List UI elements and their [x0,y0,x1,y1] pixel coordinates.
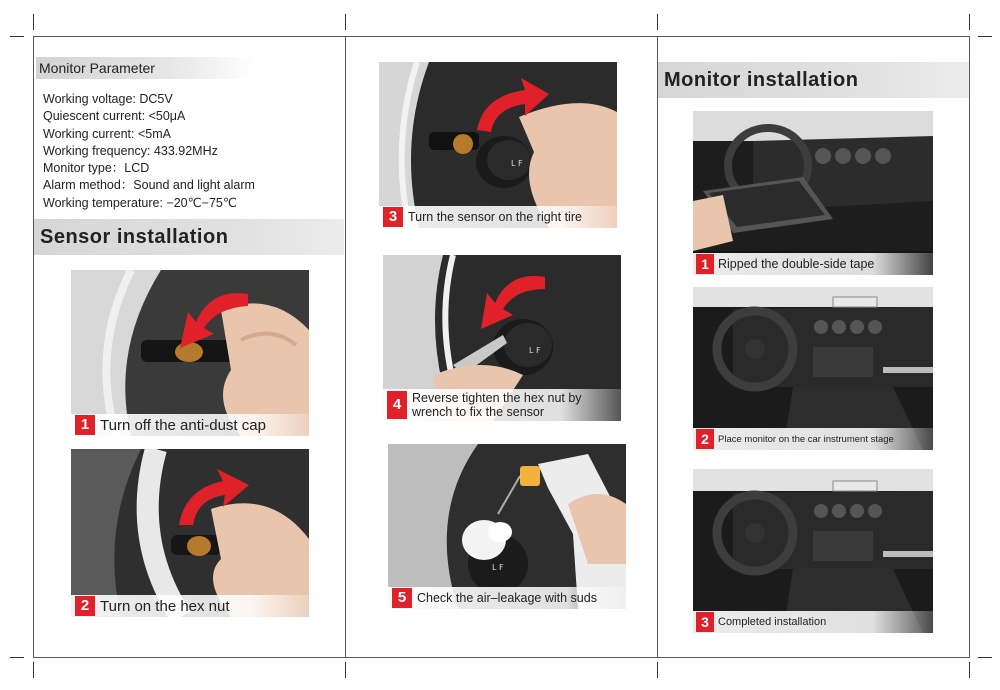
sensor-step-4-text: Reverse tighten the hex nut by wrench to fix the sensor [412,391,582,419]
crop-mark [969,662,970,678]
sensor-step-1-text: Turn off the anti-dust cap [100,416,266,434]
param-alarm-method: Alarm method：Sound and light alarm [43,178,255,193]
sensor-installation-heading: Sensor installation [34,219,344,255]
step-number-badge: 5 [392,588,412,608]
red-arrow-icon [471,76,551,136]
monitor-step-2-text: Place monitor on the car instrument stage [718,433,894,445]
sensor-step-4-photo [383,255,621,421]
crop-mark [33,662,34,678]
crop-mark [978,36,992,37]
monitor-step-2-caption [693,428,933,450]
red-arrow-icon [171,463,251,533]
monitor-installation-heading: Monitor installation [658,62,969,98]
crop-mark [345,14,346,30]
sensor-step-1-photo [71,270,309,436]
page-border [33,657,970,658]
step-number-badge: 1 [75,415,95,435]
monitor-step-1-photo [693,111,933,275]
crop-mark [657,662,658,678]
param-working-voltage: Working voltage: DC5V [43,92,173,106]
sensor-step-1-caption [71,414,309,436]
monitor-step-3-photo [693,469,933,633]
step-number-badge: 3 [696,612,714,632]
monitor-step-2-photo [693,287,933,450]
param-working-frequency: Working frequency: 433.92MHz [43,143,218,158]
param-working-temperature: Working temperature: −20℃−75℃ [43,195,237,210]
panel-divider [657,36,658,657]
param-monitor-type: Monitor type：LCD [43,161,150,176]
panel-divider [345,36,346,657]
sensor-step-3-photo [379,62,617,228]
monitor-step-3-text: Completed installation [718,616,827,628]
sensor-step-2-text: Turn on the hex nut [100,597,230,615]
step-number-badge: 2 [75,596,95,616]
svg-text:L F: L F [529,346,541,355]
monitor-step-1-caption [693,253,933,275]
sensor-step-2-photo [71,449,309,617]
sensor-step-2-caption [71,595,309,617]
crop-mark [10,36,24,37]
sensor-step-5-caption [388,587,626,609]
param-quiescent-current: Quiescent current: <50μA [43,109,186,124]
red-arrow-icon [166,282,256,352]
monitor-parameter-list [43,91,255,212]
crop-mark [10,657,24,658]
step-number-badge: 3 [383,207,403,227]
monitor-step-3-caption [693,611,933,633]
page-border [33,36,34,657]
crop-mark [657,14,658,30]
red-arrow-icon [469,267,549,332]
page-border [33,36,970,37]
param-working-current: Working current: <5mA [43,126,171,141]
monitor-parameter-heading: Monitor Parameter [36,57,256,79]
crop-mark [33,14,34,30]
sensor-step-4-caption [383,389,621,421]
sensor-step-3-text: Turn the sensor on the right tire [408,210,582,224]
crop-mark [345,662,346,678]
crop-mark [978,657,992,658]
crop-mark [969,14,970,30]
svg-text:L F: L F [492,563,504,572]
sensor-step-5-photo [388,444,626,609]
step-number-badge: 2 [696,429,714,449]
sensor-step-5-text: Check the air–leakage with suds [417,591,597,605]
sensor-step-3-caption [379,206,617,228]
step-number-badge: 4 [387,391,407,419]
step-number-badge: 1 [696,254,714,274]
page-border [969,36,970,657]
monitor-step-1-text: Ripped the double-side tape [718,257,875,271]
svg-text:L F: L F [511,159,523,168]
